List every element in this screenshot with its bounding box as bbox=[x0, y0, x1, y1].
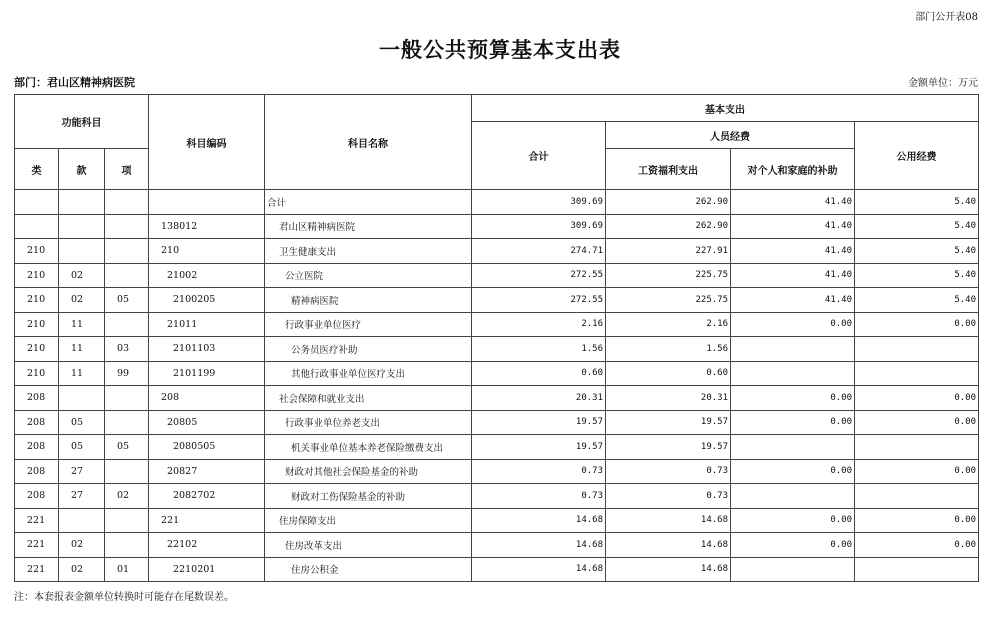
table-row bbox=[15, 337, 979, 362]
cell-lei: 208 bbox=[15, 410, 59, 435]
cell-subject-code: 20805 bbox=[149, 410, 265, 435]
cell-xiang: 05 bbox=[105, 435, 149, 460]
cell-total: 0.73 bbox=[472, 459, 606, 484]
cell-subject-code: 2082702 bbox=[149, 484, 265, 509]
header-subject-name: 科目名称 bbox=[265, 95, 472, 190]
cell-total: 0.60 bbox=[472, 361, 606, 386]
cell-subsidy: 0.00 bbox=[731, 312, 855, 337]
cell-salary: 0.73 bbox=[606, 484, 731, 509]
unit-label: 金额单位：万元 bbox=[908, 78, 978, 89]
table-row bbox=[15, 533, 979, 558]
cell-total: 309.69 bbox=[472, 190, 606, 215]
cell-subsidy: 41.40 bbox=[731, 239, 855, 264]
cell-total: 0.73 bbox=[472, 484, 606, 509]
table-row bbox=[15, 508, 979, 533]
table-row bbox=[15, 312, 979, 337]
table-row bbox=[15, 214, 979, 239]
cell-lei bbox=[15, 190, 59, 215]
cell-public: 5.40 bbox=[855, 263, 979, 288]
cell-subject-code: 2210201 bbox=[149, 557, 265, 582]
cell-subject-name: 其他行政事业单位医疗支出 bbox=[265, 361, 472, 386]
table-body bbox=[15, 190, 979, 582]
cell-subject-code: 2101199 bbox=[149, 361, 265, 386]
header-salary: 工资福利支出 bbox=[606, 149, 731, 190]
cell-salary: 0.60 bbox=[606, 361, 731, 386]
cell-public: 0.00 bbox=[855, 459, 979, 484]
cell-subject-name: 社会保障和就业支出 bbox=[265, 386, 472, 411]
cell-subject-code: 208 bbox=[149, 386, 265, 411]
cell-subsidy: 0.00 bbox=[731, 459, 855, 484]
cell-total: 20.31 bbox=[472, 386, 606, 411]
cell-subsidy: 0.00 bbox=[731, 386, 855, 411]
cell-xiang bbox=[105, 386, 149, 411]
cell-salary: 225.75 bbox=[606, 288, 731, 313]
cell-subsidy: 41.40 bbox=[731, 288, 855, 313]
cell-subject-code: 2080505 bbox=[149, 435, 265, 460]
cell-public bbox=[855, 337, 979, 362]
cell-subject-name: 住房改革支出 bbox=[265, 533, 472, 558]
cell-salary: 2.16 bbox=[606, 312, 731, 337]
table-row bbox=[15, 557, 979, 582]
cell-lei: 210 bbox=[15, 288, 59, 313]
table-row bbox=[15, 263, 979, 288]
budget-table bbox=[14, 94, 979, 582]
table-row bbox=[15, 288, 979, 313]
cell-lei: 210 bbox=[15, 239, 59, 264]
cell-salary: 225.75 bbox=[606, 263, 731, 288]
cell-xiang bbox=[105, 533, 149, 558]
cell-subject-code: 20827 bbox=[149, 459, 265, 484]
cell-xiang bbox=[105, 239, 149, 264]
cell-xiang: 02 bbox=[105, 484, 149, 509]
cell-kuan: 02 bbox=[59, 288, 105, 313]
cell-xiang: 99 bbox=[105, 361, 149, 386]
cell-xiang bbox=[105, 508, 149, 533]
cell-lei bbox=[15, 214, 59, 239]
header-public: 公用经费 bbox=[855, 122, 979, 190]
header-kuan: 款 bbox=[59, 149, 105, 190]
cell-lei: 210 bbox=[15, 263, 59, 288]
cell-kuan: 05 bbox=[59, 410, 105, 435]
cell-kuan: 11 bbox=[59, 337, 105, 362]
cell-total: 14.68 bbox=[472, 508, 606, 533]
cell-subsidy: 41.40 bbox=[731, 190, 855, 215]
cell-lei: 221 bbox=[15, 557, 59, 582]
cell-xiang bbox=[105, 214, 149, 239]
department-label: 部门：君山区精神病医院 bbox=[14, 76, 135, 89]
cell-subsidy bbox=[731, 557, 855, 582]
cell-salary: 262.90 bbox=[606, 190, 731, 215]
cell-subject-name: 住房公积金 bbox=[265, 557, 472, 582]
table-row bbox=[15, 361, 979, 386]
cell-lei: 210 bbox=[15, 361, 59, 386]
cell-subject-name: 公立医院 bbox=[265, 263, 472, 288]
cell-subsidy bbox=[731, 484, 855, 509]
cell-public: 0.00 bbox=[855, 386, 979, 411]
cell-salary: 0.73 bbox=[606, 459, 731, 484]
header-personnel: 人员经费 bbox=[606, 122, 855, 149]
cell-subject-code: 21002 bbox=[149, 263, 265, 288]
cell-total: 14.68 bbox=[472, 533, 606, 558]
cell-lei: 208 bbox=[15, 435, 59, 460]
cell-public bbox=[855, 361, 979, 386]
cell-salary: 20.31 bbox=[606, 386, 731, 411]
cell-public bbox=[855, 435, 979, 460]
cell-salary: 227.91 bbox=[606, 239, 731, 264]
cell-total: 19.57 bbox=[472, 410, 606, 435]
cell-total: 272.55 bbox=[472, 263, 606, 288]
cell-lei: 221 bbox=[15, 533, 59, 558]
cell-subject-name: 卫生健康支出 bbox=[265, 239, 472, 264]
cell-kuan bbox=[59, 239, 105, 264]
cell-subject-code: 2101103 bbox=[149, 337, 265, 362]
cell-subject-name: 行政事业单位医疗 bbox=[265, 312, 472, 337]
cell-salary: 1.56 bbox=[606, 337, 731, 362]
table-row bbox=[15, 239, 979, 264]
cell-kuan: 11 bbox=[59, 361, 105, 386]
cell-kuan: 02 bbox=[59, 557, 105, 582]
cell-salary: 262.90 bbox=[606, 214, 731, 239]
cell-subject-name: 君山区精神病医院 bbox=[265, 214, 472, 239]
table-row bbox=[15, 410, 979, 435]
cell-lei: 208 bbox=[15, 459, 59, 484]
cell-total: 309.69 bbox=[472, 214, 606, 239]
cell-xiang bbox=[105, 263, 149, 288]
cell-kuan: 27 bbox=[59, 459, 105, 484]
cell-kuan bbox=[59, 386, 105, 411]
table-row bbox=[15, 190, 979, 215]
cell-subject-code: 221 bbox=[149, 508, 265, 533]
cell-xiang: 01 bbox=[105, 557, 149, 582]
cell-public: 5.40 bbox=[855, 214, 979, 239]
cell-kuan: 05 bbox=[59, 435, 105, 460]
cell-subsidy: 0.00 bbox=[731, 508, 855, 533]
cell-subject-code: 138012 bbox=[149, 214, 265, 239]
cell-xiang: 03 bbox=[105, 337, 149, 362]
cell-lei: 210 bbox=[15, 337, 59, 362]
cell-public: 0.00 bbox=[855, 410, 979, 435]
header-subject-code: 科目编码 bbox=[149, 95, 265, 190]
cell-lei: 221 bbox=[15, 508, 59, 533]
cell-kuan: 02 bbox=[59, 533, 105, 558]
cell-subsidy bbox=[731, 361, 855, 386]
cell-subject-name: 机关事业单位基本养老保险缴费支出 bbox=[265, 435, 472, 460]
cell-lei: 208 bbox=[15, 484, 59, 509]
page-title: 一般公共预算基本支出表 bbox=[379, 37, 621, 62]
cell-public: 5.40 bbox=[855, 190, 979, 215]
table-row bbox=[15, 386, 979, 411]
cell-kuan bbox=[59, 508, 105, 533]
cell-public: 0.00 bbox=[855, 312, 979, 337]
footnote: 注：本套报表金额单位转换时可能存在尾数误差。 bbox=[14, 592, 234, 603]
cell-salary: 19.57 bbox=[606, 435, 731, 460]
cell-subject-code: 210 bbox=[149, 239, 265, 264]
table-row bbox=[15, 435, 979, 460]
cell-xiang bbox=[105, 190, 149, 215]
cell-subject-name: 精神病医院 bbox=[265, 288, 472, 313]
cell-public: 5.40 bbox=[855, 239, 979, 264]
cell-subject-name: 公务员医疗补助 bbox=[265, 337, 472, 362]
cell-subject-code: 22102 bbox=[149, 533, 265, 558]
cell-subsidy bbox=[731, 337, 855, 362]
cell-subject-name: 行政事业单位养老支出 bbox=[265, 410, 472, 435]
cell-kuan: 02 bbox=[59, 263, 105, 288]
cell-public: 5.40 bbox=[855, 288, 979, 313]
cell-xiang bbox=[105, 312, 149, 337]
header-xiang: 项 bbox=[105, 149, 149, 190]
cell-public bbox=[855, 557, 979, 582]
header-basic-expense: 基本支出 bbox=[472, 95, 979, 122]
cell-total: 14.68 bbox=[472, 557, 606, 582]
header-func-subject: 功能科目 bbox=[15, 95, 149, 149]
cell-subsidy: 41.40 bbox=[731, 214, 855, 239]
cell-subject-name: 合计 bbox=[265, 190, 472, 215]
cell-total: 19.57 bbox=[472, 435, 606, 460]
cell-xiang bbox=[105, 459, 149, 484]
cell-kuan bbox=[59, 214, 105, 239]
cell-total: 272.55 bbox=[472, 288, 606, 313]
cell-subject-name: 财政对其他社会保险基金的补助 bbox=[265, 459, 472, 484]
cell-salary: 14.68 bbox=[606, 508, 731, 533]
cell-subject-name: 住房保障支出 bbox=[265, 508, 472, 533]
cell-kuan: 27 bbox=[59, 484, 105, 509]
cell-subsidy: 0.00 bbox=[731, 410, 855, 435]
form-number: 部门公开表08 bbox=[915, 12, 978, 23]
cell-salary: 14.68 bbox=[606, 557, 731, 582]
cell-subsidy: 0.00 bbox=[731, 533, 855, 558]
cell-xiang bbox=[105, 410, 149, 435]
cell-public: 0.00 bbox=[855, 533, 979, 558]
header-lei: 类 bbox=[15, 149, 59, 190]
cell-subject-code: 21011 bbox=[149, 312, 265, 337]
cell-lei: 208 bbox=[15, 386, 59, 411]
cell-total: 1.56 bbox=[472, 337, 606, 362]
cell-subsidy bbox=[731, 435, 855, 460]
table-row bbox=[15, 484, 979, 509]
cell-total: 274.71 bbox=[472, 239, 606, 264]
cell-subject-code bbox=[149, 190, 265, 215]
cell-salary: 19.57 bbox=[606, 410, 731, 435]
cell-subject-name: 财政对工伤保险基金的补助 bbox=[265, 484, 472, 509]
cell-lei: 210 bbox=[15, 312, 59, 337]
cell-xiang: 05 bbox=[105, 288, 149, 313]
cell-public: 0.00 bbox=[855, 508, 979, 533]
header-subsidy: 对个人和家庭的补助 bbox=[731, 149, 855, 190]
header-total: 合计 bbox=[472, 122, 606, 190]
cell-public bbox=[855, 484, 979, 509]
cell-kuan bbox=[59, 190, 105, 215]
cell-kuan: 11 bbox=[59, 312, 105, 337]
cell-total: 2.16 bbox=[472, 312, 606, 337]
cell-subsidy: 41.40 bbox=[731, 263, 855, 288]
table-row bbox=[15, 459, 979, 484]
cell-subject-code: 2100205 bbox=[149, 288, 265, 313]
cell-salary: 14.68 bbox=[606, 533, 731, 558]
